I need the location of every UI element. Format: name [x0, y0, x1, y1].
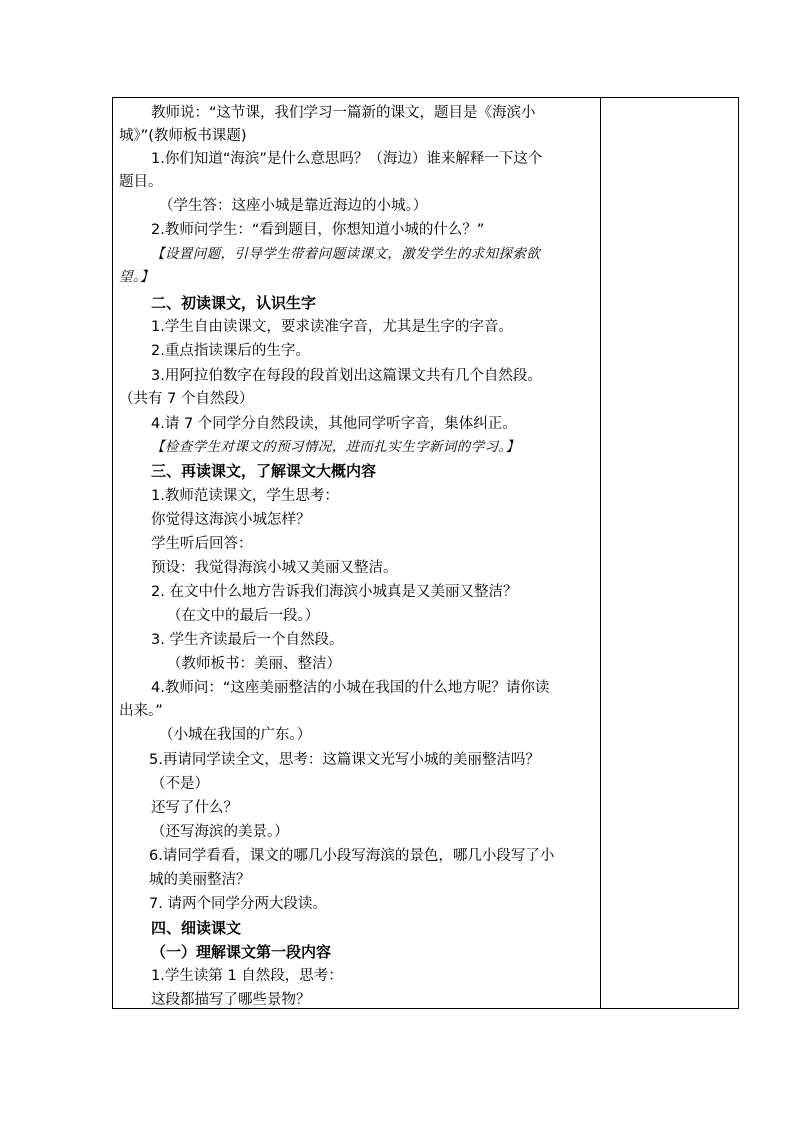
text-line: 题目。 [119, 174, 163, 190]
text-line: （不是） [151, 776, 209, 792]
text-line: （教师板书：美丽、整洁） [167, 656, 341, 672]
text-line: （共有 7 个自然段） [119, 391, 254, 407]
annotation-text: 望。】 [119, 269, 154, 285]
text-line: 2. 在文中什么地方告诉我们海滨小城真是又美丽又整洁？ [151, 584, 518, 600]
annotation-text: 【设置问题，引导学生带着问题读课文，激发学生的求知探索欲 [151, 246, 541, 262]
text-line: 1.学生自由读课文，要求读准字音，尤其是生字的字音。 [151, 319, 513, 335]
text-line: （在文中的最后一段。） [167, 608, 320, 624]
section-heading: 四、细读课文 [151, 919, 242, 937]
annotation-text: 【检查学生对课文的预习情况，进而扎实生字新词的学习。】 [151, 439, 520, 455]
text-line: （小城在我国的广东。） [159, 727, 312, 743]
text-line: （还写海滨的美景。） [151, 824, 289, 840]
text-line: 3.用阿拉伯数字在每段的段首划出这篇课文共有几个自然段。 [151, 368, 542, 384]
text-line: 出来。” [119, 703, 163, 719]
sub-heading: （一）理解课文第一段内容 [151, 943, 332, 961]
text-line: 5.再请同学读全文，思考：这篇课文光写小城的美丽整洁吗？ [149, 752, 540, 768]
text-line: 2.重点指读课后的生字。 [151, 343, 310, 359]
notes-cell [601, 98, 738, 1008]
text-line: 你觉得这海滨小城怎样？ [151, 512, 311, 528]
section-heading: 三、再读课文，了解课文大概内容 [151, 462, 377, 480]
text-line: 7. 请两个同学分两大段读。 [149, 896, 327, 912]
text-line: 2.教师问学生：“看到题目，你想知道小城的什么？” [151, 222, 485, 238]
text-line: 1.你们知道“海滨”是什么意思吗？（海边）谁来解释一下这个 [151, 151, 543, 167]
text-line: 1.教师范读课文，学生思考： [151, 488, 339, 504]
text-line: 预设：我觉得海滨小城又美丽又整洁。 [151, 560, 398, 576]
text-line: （学生答：这座小城是靠近海边的小城。） [159, 198, 428, 214]
text-line: 6.请同学看看，课文的哪几小段写海滨的景色，哪几小段写了小 [149, 848, 555, 864]
text-line: 这段都描写了哪些景物？ [151, 992, 311, 1008]
text-line: 4.教师问：“这座美丽整洁的小城在我国的什么地方呢？请你读 [151, 680, 550, 696]
text-line: 学生听后回答： [151, 536, 253, 552]
text-line: 教师说：“这节课，我们学习一篇新的课文，题目是《海滨小 [151, 105, 536, 121]
text-line: 3. 学生齐读最后一个自然段。 [151, 632, 344, 648]
text-line: 还写了什么？ [151, 800, 238, 816]
text-line: 城的美丽整洁？ [149, 872, 251, 888]
section-heading: 二、初读课文，认识生字 [151, 294, 317, 312]
text-line: 4.请 7 个同学分自然段读，其他同学听字音，集体纠正。 [151, 416, 517, 432]
text-line: 1.学生读第 1 自然段，思考： [151, 968, 343, 984]
text-line: 城》”(教师板书课题) [119, 128, 247, 144]
lesson-plan-table [112, 97, 739, 1009]
